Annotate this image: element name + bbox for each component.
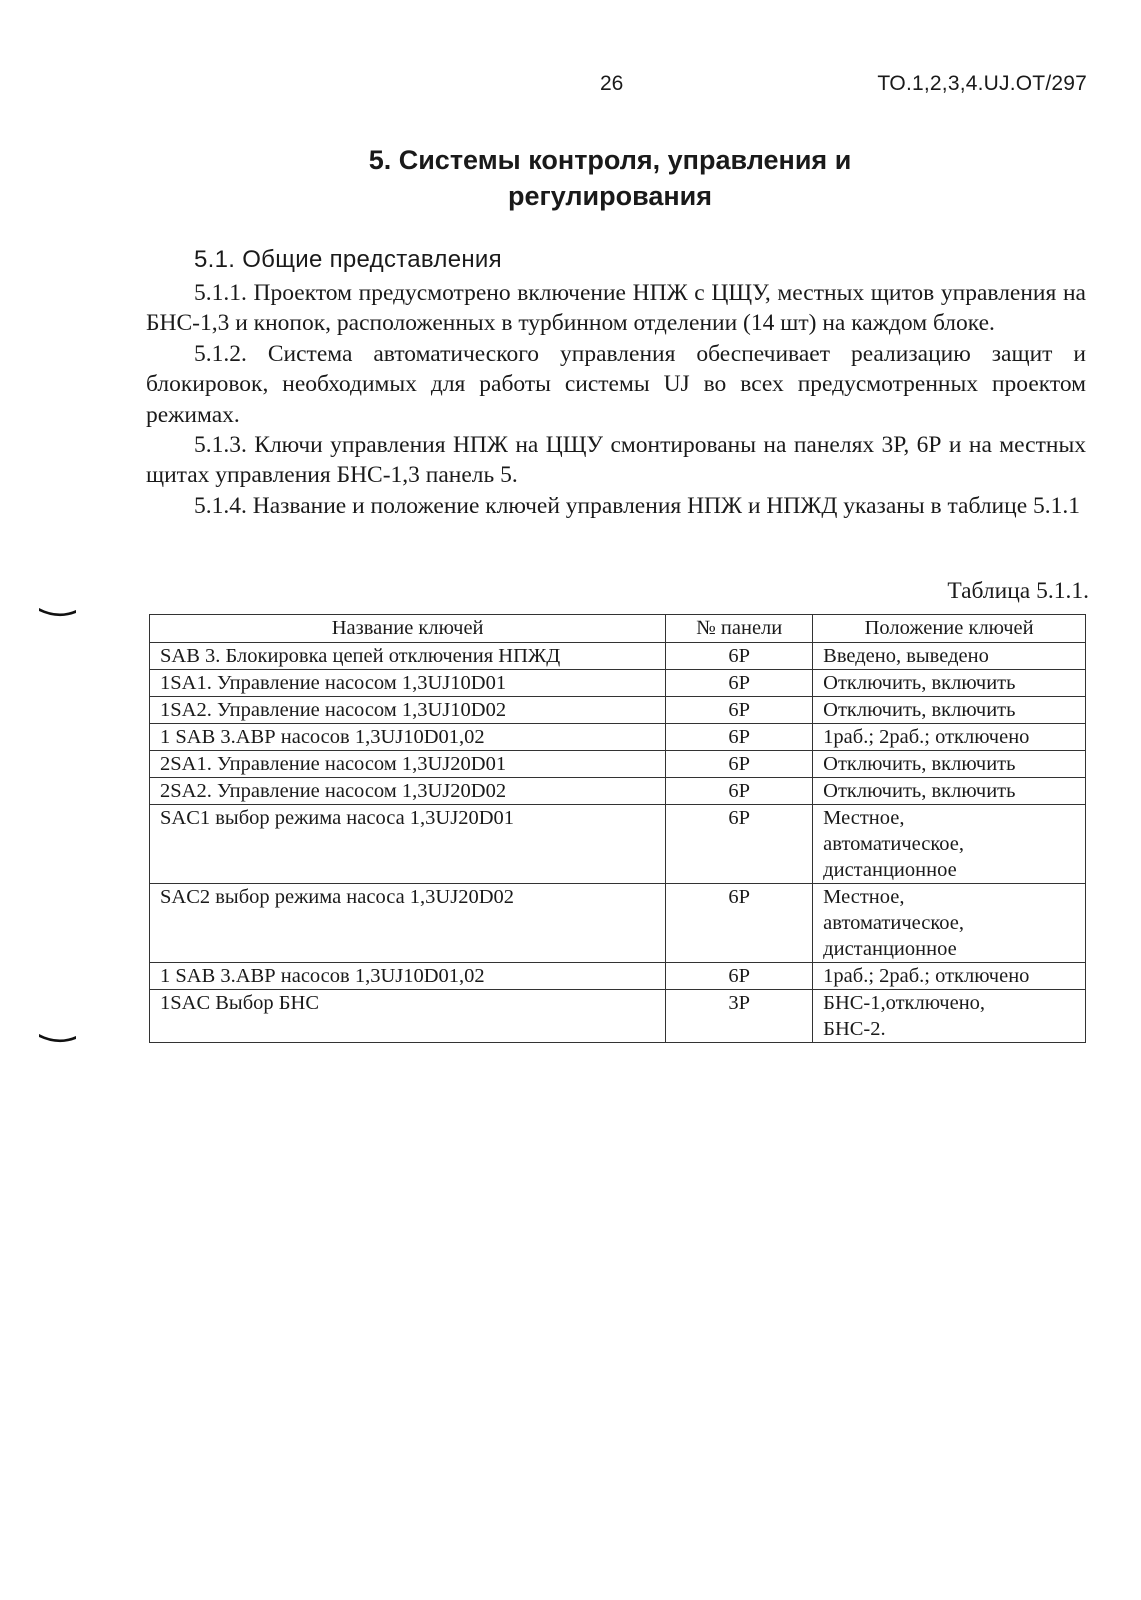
cell-key-name: 1 SAB 3.АВР насосов 1,3UJ10D01,02 — [150, 963, 666, 990]
cell-position-line: Местное, — [823, 886, 905, 908]
table-row — [150, 751, 1086, 778]
table-caption: Таблица 5.1.1. — [947, 578, 1089, 604]
cell-key-name: 1 SAB 3.АВР насосов 1,3UJ10D01,02 — [150, 724, 666, 751]
cell-key-name: SAC1 выбор режима насоса 1,3UJ20D01 — [150, 805, 666, 884]
cell-panel: 6Р — [666, 751, 813, 778]
cell-position: Отключить, включить — [813, 778, 1086, 805]
table-row — [150, 963, 1086, 990]
cell-panel: 6Р — [666, 643, 813, 670]
table-row — [150, 724, 1086, 751]
keys-table — [149, 614, 1086, 1043]
cell-position-line: БНС-2. — [823, 1018, 886, 1040]
cell-position-line: дистанционное — [823, 859, 957, 881]
table-row — [150, 778, 1086, 805]
cell-position-line: автоматическое, — [823, 833, 964, 855]
cell-panel: 6Р — [666, 884, 813, 963]
cell-key-name: 1SA2. Управление насосом 1,3UJ10D02 — [150, 697, 666, 724]
cell-position — [813, 990, 1086, 1043]
page-number: 26 — [600, 72, 624, 95]
table-header-row — [150, 615, 1086, 643]
cell-panel: 3Р — [666, 990, 813, 1043]
cell-key-name: 1SA1. Управление насосом 1,3UJ10D01 — [150, 670, 666, 697]
cell-position: Отключить, включить — [813, 697, 1086, 724]
cell-position: 1раб.; 2раб.; отключено — [813, 724, 1086, 751]
cell-position-line: дистанционное — [823, 938, 957, 960]
table-row — [150, 805, 1086, 884]
cell-position: Введено, выведено — [813, 643, 1086, 670]
cell-position: 1раб.; 2раб.; отключено — [813, 963, 1086, 990]
document-code: ТО.1,2,3,4.UJ.OT/297 — [877, 72, 1087, 95]
paragraph-5-1-2: 5.1.2. Система автоматического управления обеспечивает реализацию защит и блокировок, необходимых для работы системы UJ во всех предусмотренных проектом режимах. — [146, 340, 1086, 428]
cell-position: Отключить, включить — [813, 751, 1086, 778]
cell-key-name: 2SA1. Управление насосом 1,3UJ20D01 — [150, 751, 666, 778]
table-row — [150, 990, 1086, 1043]
section-title — [150, 142, 1070, 214]
header-panel-number: № панели — [666, 615, 813, 643]
table-row — [150, 643, 1086, 670]
section-title-line-2: регулирования — [507, 181, 713, 211]
body-text — [146, 278, 1086, 521]
cell-position-line: Местное, — [823, 807, 905, 829]
cell-position — [813, 805, 1086, 884]
cell-key-name: 1SAC Выбор БНС — [150, 990, 666, 1043]
cell-panel: 6Р — [666, 805, 813, 884]
cell-position: Отключить, включить — [813, 670, 1086, 697]
paragraph-5-1-1: 5.1.1. Проектом предусмотрено включение НПЖ с ЦЩУ, местных щитов управления на БНС-1,3 и кнопок, расположенных в турбинном отделении (14 шт) на каждом блоке. — [146, 280, 1086, 337]
paragraph-5-1-3: 5.1.3. Ключи управления НПЖ на ЦЩУ смонтированы на панелях 3Р, 6Р и на местных щитах управления БНС-1,3 панель 5. — [146, 432, 1086, 489]
cell-panel: 6Р — [666, 778, 813, 805]
subsection-title: 5.1. Общие представления — [194, 246, 502, 273]
cell-panel: 6Р — [666, 963, 813, 990]
cell-panel: 6Р — [666, 697, 813, 724]
cell-position — [813, 884, 1086, 963]
cell-panel: 6Р — [666, 724, 813, 751]
table-row — [150, 884, 1086, 963]
paragraph-5-1-4: 5.1.4. Название и положение ключей управления НПЖ и НПЖД указаны в таблице 5.1.1 — [194, 492, 1081, 519]
header-key-name: Название ключей — [150, 615, 666, 643]
cell-position-line: БНС-1,отключено, — [823, 992, 986, 1014]
table-row — [150, 697, 1086, 724]
header-key-position: Положение ключей — [813, 615, 1086, 643]
binder-hole-mark-top — [38, 606, 78, 618]
binder-hole-mark-bottom — [38, 1032, 78, 1044]
cell-position-line: автоматическое, — [823, 912, 964, 934]
cell-panel: 6Р — [666, 670, 813, 697]
table-row — [150, 670, 1086, 697]
cell-key-name: 2SA2. Управление насосом 1,3UJ20D02 — [150, 778, 666, 805]
cell-key-name: SAC2 выбор режима насоса 1,3UJ20D02 — [150, 884, 666, 963]
section-title-line-1: 5. Системы контроля, управления и — [368, 145, 852, 175]
cell-key-name: SAB 3. Блокировка цепей отключения НПЖД — [150, 643, 666, 670]
